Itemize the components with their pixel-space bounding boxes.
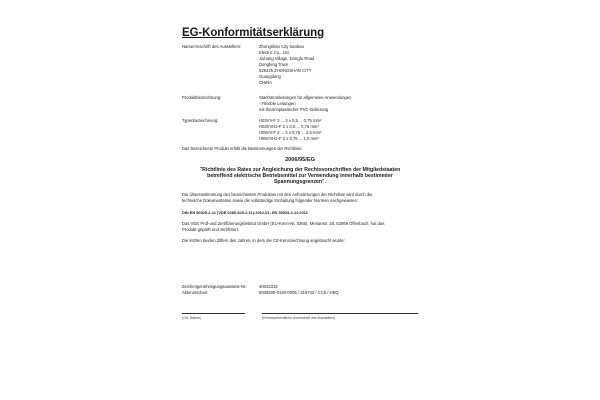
file-reference-label: Aktenzeichen:: [182, 290, 209, 295]
conformity-line: technische Dokumentation sowie die vollständige Einhaltung folgender Normen nachgewiesen:: [182, 198, 358, 203]
certificate-number: 40042319: [259, 284, 278, 289]
product-line: - Flexible Leitungen: [259, 101, 296, 106]
manufacturer-line: CHINA: [259, 80, 273, 85]
directive-title-line: Spannungsgrenzen".: [273, 179, 327, 185]
types-label: Typenbezeichnung:: [182, 118, 219, 123]
conformity-line: Die Übereinstimmung des bezeichneten Produktes mit den Anforderungen der Richtlinie wird durch die: [182, 192, 373, 197]
directive-title-line: betreffend elektrische Betriebsmittel zur Verwendung innerhalb bestimmter: [207, 173, 393, 179]
directive-number: 2006/95/EG: [285, 157, 315, 163]
manufacturer-line: 528425 ZHONGSHAN CITY: [259, 68, 312, 73]
directive-title-line: "Richtlinie des Rates zur Angleichung der Rechtsvorschriften der Mitgliedstaaten: [199, 167, 401, 173]
type-line: H03VV-F 2 ... 3 x 0,5 ... 0,75 mm²: [259, 118, 322, 123]
manufacturer-line: Jiuhang Village, Dongfu Road: [259, 56, 315, 61]
place-date-line: [182, 313, 245, 314]
certificate-label: Zeichengenehmigungsausweis-Nr.:: [182, 284, 248, 289]
statement-text: Das bezeichnete Produkt erfüllt die Bestimmungen der Richtlinie:: [182, 146, 303, 151]
document-title: EG-Konformitätserklärung: [182, 27, 325, 39]
ce-marking-text: Die letzten beiden Ziffern des Jahres, in dem die CE-Kennzeichnung angebracht wurde:: [182, 238, 345, 243]
manufacturer-line: Dongfeng Town: [259, 62, 289, 67]
type-line: H03VVH2-F 2 x 0,5 ... 0,75 mm²: [259, 124, 319, 129]
manufacturer-label: Name/Anschrift des Ausstellers:: [182, 44, 242, 49]
file-reference-number: 5008400-0140-0005 / 218733 / CC5 / HEQ: [259, 290, 339, 295]
type-line: H05VV-F 2 ... 3 x 0,75 ... 2,5 mm²: [259, 130, 322, 135]
manufacturer-line: Zhongshan City Sanbao: [259, 44, 304, 49]
type-line: H05VVH2-F 2 x 0,75 ... 1,0 mm²: [259, 136, 319, 141]
place-date-caption: (Ort, Datum): [182, 316, 201, 320]
product-label: Produktbezeichnung:: [182, 95, 222, 100]
test-line: Produkt geprüft und zertifiziert.: [182, 227, 240, 232]
signature-line: [262, 313, 418, 314]
manufacturer-line: Guangdong: [259, 74, 281, 79]
signature-caption: (Rechtsverbindliche Unterschrift des Ausstellers): [262, 316, 335, 320]
standards-reference: DIN EN 50525-2-11 (VDE 0285-525-2-11):2012-01; EN 50525-2-11:2011: [182, 210, 308, 215]
test-line: Das VDE Prüf-und Zertifizierungsinstitut GmbH (EU-Kenn-Nr. 0366), Merianstr. 28, 63069 Offenbach, hat das: [182, 221, 385, 226]
product-line: Starkstromleitungen für allgemeine Anwendungen: [259, 95, 352, 100]
product-line: mit thermoplastischer PVC-Isolierung: [259, 107, 329, 112]
manufacturer-line: Electric Co., Ltd.: [259, 50, 290, 55]
